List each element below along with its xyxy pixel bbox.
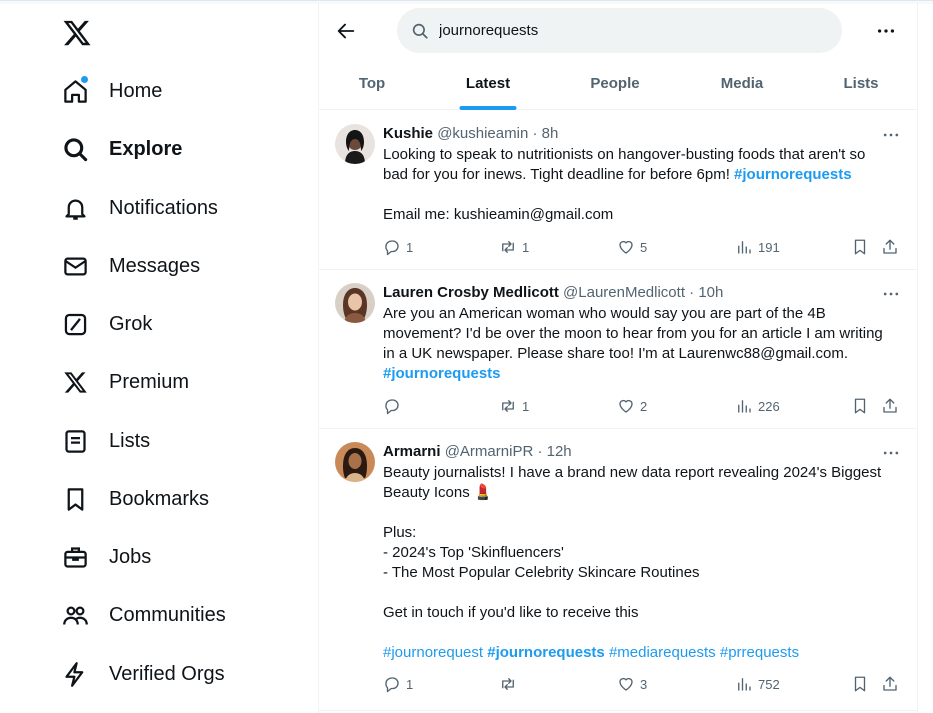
sidebar-item-label: Verified Orgs bbox=[109, 662, 225, 685]
views-button[interactable] bbox=[735, 238, 780, 256]
reply-icon bbox=[383, 397, 401, 415]
repost-count: 1 bbox=[522, 239, 530, 255]
heart-icon bbox=[617, 238, 635, 256]
tweet-line: Are you an American woman who would say you are part of the 4B bbox=[383, 305, 826, 322]
tweet-line: Beauty journalists! I have a brand new data report revealing 2024's Biggest bbox=[383, 464, 882, 481]
reply-count: 1 bbox=[406, 239, 414, 255]
blank-line bbox=[383, 185, 903, 205]
tweet[interactable] bbox=[319, 270, 917, 429]
share-button[interactable] bbox=[881, 238, 899, 256]
sidebar-item-label: Lists bbox=[109, 429, 151, 452]
reply-button[interactable] bbox=[383, 675, 413, 693]
reply-count: 1 bbox=[406, 676, 414, 692]
like-count: 5 bbox=[640, 239, 648, 255]
blank-line bbox=[383, 583, 903, 603]
blank-line bbox=[383, 623, 903, 643]
tab-latest[interactable] bbox=[425, 62, 551, 110]
tweet-line bbox=[383, 165, 903, 185]
main-column bbox=[318, 0, 918, 713]
search-tabs bbox=[319, 62, 917, 110]
tweet-line: Email me: kushieamin@gmail.com bbox=[383, 206, 614, 223]
tweet-line-text: bad for you for inews. Tight deadline for before 6pm! bbox=[383, 166, 735, 183]
timestamp[interactable]: 10h bbox=[698, 284, 724, 301]
tweet-text bbox=[383, 145, 903, 225]
back-arrow-icon[interactable] bbox=[335, 20, 357, 42]
sidebar-item-label: Premium bbox=[109, 370, 190, 393]
sidebar-item-label: Bookmarks bbox=[109, 487, 210, 510]
notification-dot bbox=[81, 76, 88, 83]
repost-button[interactable] bbox=[499, 238, 529, 256]
tweet-text bbox=[383, 304, 903, 384]
sidebar-item-label: Notifications bbox=[109, 196, 218, 219]
tweet-actions bbox=[383, 397, 911, 417]
sidebar-item-explore[interactable] bbox=[60, 129, 182, 169]
sidebar-nav bbox=[0, 0, 318, 713]
tweet-line bbox=[383, 643, 903, 663]
author-name[interactable]: Lauren Crosby Medlicott bbox=[383, 284, 559, 301]
view-count: 191 bbox=[758, 239, 780, 255]
tweet-line: Looking to speak to nutritionists on hangover-busting foods that aren't so bbox=[383, 146, 866, 163]
tweet-line: - The Most Popular Celebrity Skincare Routines bbox=[383, 564, 700, 581]
hashtag-link[interactable]: #journorequests bbox=[383, 365, 501, 382]
author-name[interactable]: Armarni bbox=[383, 443, 441, 460]
lightning-icon bbox=[60, 659, 90, 689]
search-box[interactable] bbox=[397, 8, 842, 53]
tab-label: Top bbox=[358, 75, 386, 92]
sidebar-item-messages[interactable] bbox=[60, 246, 200, 286]
tab-label: Lists bbox=[843, 75, 879, 92]
view-count: 752 bbox=[758, 676, 780, 692]
tweet-header bbox=[383, 124, 558, 144]
search-icon bbox=[411, 22, 429, 40]
heart-icon bbox=[617, 675, 635, 693]
home-icon bbox=[60, 76, 90, 106]
sidebar-item-verified-orgs[interactable] bbox=[60, 654, 225, 694]
timestamp[interactable]: 12h bbox=[546, 443, 572, 460]
avatar[interactable] bbox=[335, 442, 375, 482]
reply-button[interactable] bbox=[383, 397, 406, 415]
tweet-line: Beauty Icons 💄 bbox=[383, 484, 493, 501]
reply-icon bbox=[383, 238, 401, 256]
x-premium-icon bbox=[60, 367, 90, 397]
sidebar-item-label: Jobs bbox=[109, 545, 152, 568]
share-icon bbox=[881, 397, 899, 415]
repost-icon bbox=[499, 238, 517, 256]
tweet-text bbox=[383, 463, 903, 663]
bell-icon bbox=[60, 193, 90, 223]
sidebar-item-premium[interactable] bbox=[60, 362, 189, 402]
repost-button[interactable] bbox=[499, 675, 522, 693]
tab-people[interactable] bbox=[551, 62, 679, 110]
heart-icon bbox=[617, 397, 635, 415]
repost-button[interactable] bbox=[499, 397, 529, 415]
tweet[interactable] bbox=[319, 111, 917, 270]
tweet-header bbox=[383, 442, 572, 462]
hashtag-link[interactable]: #journorequests bbox=[487, 644, 605, 661]
like-button[interactable] bbox=[617, 238, 647, 256]
views-button[interactable] bbox=[735, 397, 780, 415]
hashtag-link[interactable]: #mediarequests bbox=[608, 644, 716, 661]
tweet-line: in a UK newspaper. Please share too! I'm at Laurenwc88@gmail.com. bbox=[383, 345, 848, 362]
share-icon bbox=[881, 675, 899, 693]
author-handle[interactable]: @kushieamin bbox=[437, 125, 529, 142]
more-icon[interactable] bbox=[881, 284, 901, 304]
like-button[interactable] bbox=[617, 397, 647, 415]
views-button[interactable] bbox=[735, 675, 780, 693]
bookmark-icon bbox=[851, 397, 869, 415]
sidebar-item-grok[interactable] bbox=[60, 304, 152, 344]
reply-button[interactable] bbox=[383, 238, 413, 256]
repost-icon bbox=[499, 675, 517, 693]
sidebar-item-label: Explore bbox=[109, 137, 183, 160]
tweet-line: Plus: bbox=[383, 524, 417, 541]
more-icon[interactable] bbox=[881, 125, 901, 145]
sidebar-item-home[interactable] bbox=[60, 71, 162, 111]
avatar[interactable] bbox=[335, 283, 375, 323]
sidebar-item-lists[interactable] bbox=[60, 421, 150, 461]
tab-lists[interactable] bbox=[805, 62, 917, 110]
search-header bbox=[319, 0, 917, 110]
hashtag-link[interactable]: #prrequests bbox=[719, 644, 800, 661]
tweet-line: movement? I'd be over the moon to hear from you for an article I am writing bbox=[383, 325, 883, 342]
bookmark-icon bbox=[851, 238, 869, 256]
list-icon bbox=[60, 426, 90, 456]
tweet-line bbox=[383, 364, 903, 384]
tweet-actions bbox=[383, 675, 911, 695]
separator: · bbox=[532, 125, 538, 142]
sidebar-item-jobs[interactable] bbox=[60, 537, 151, 577]
bookmark-icon bbox=[851, 675, 869, 693]
search-icon bbox=[60, 134, 90, 164]
share-button[interactable] bbox=[881, 397, 899, 415]
active-tab-indicator bbox=[460, 106, 517, 110]
tweet-line: - 2024's Top 'Skinfluencers' bbox=[383, 544, 564, 561]
like-button[interactable] bbox=[617, 675, 647, 693]
blank-line bbox=[383, 503, 903, 523]
sidebar-item-bookmarks[interactable] bbox=[60, 479, 209, 519]
author-handle[interactable]: @LaurenMedlicott bbox=[563, 284, 685, 301]
tweet-actions bbox=[383, 238, 911, 258]
like-count: 2 bbox=[640, 398, 648, 414]
view-count: 226 bbox=[758, 398, 780, 414]
tab-label: Media bbox=[720, 75, 764, 92]
bookmark-button[interactable] bbox=[851, 675, 869, 693]
sidebar-item-label: Grok bbox=[109, 312, 153, 335]
tab-top[interactable] bbox=[319, 62, 425, 110]
share-icon bbox=[881, 238, 899, 256]
search-input[interactable] bbox=[439, 22, 819, 39]
tab-media[interactable] bbox=[679, 62, 805, 110]
hashtag-link[interactable]: #journorequests bbox=[734, 166, 852, 183]
separator: · bbox=[537, 443, 543, 460]
repost-count: 1 bbox=[522, 398, 530, 414]
sidebar-item-label: Home bbox=[109, 79, 163, 102]
hashtag-link[interactable]: #journorequest bbox=[383, 644, 484, 661]
bookmark-button[interactable] bbox=[851, 238, 869, 256]
like-count: 3 bbox=[640, 676, 648, 692]
author-name[interactable]: Kushie bbox=[383, 125, 434, 142]
tweet[interactable] bbox=[319, 429, 917, 711]
bookmark-button[interactable] bbox=[851, 397, 869, 415]
sidebar-item-communities[interactable] bbox=[60, 595, 226, 635]
tweet-header bbox=[383, 283, 723, 303]
tweet-line: Get in touch if you'd like to receive this bbox=[383, 604, 639, 621]
reply-icon bbox=[383, 675, 401, 693]
tab-label: Latest bbox=[465, 75, 511, 92]
sidebar-item-notifications[interactable] bbox=[60, 188, 218, 228]
grok-icon bbox=[60, 309, 90, 339]
share-button[interactable] bbox=[881, 675, 899, 693]
views-icon bbox=[735, 675, 753, 693]
more-icon[interactable] bbox=[881, 443, 901, 463]
sidebar-item-label: Messages bbox=[109, 254, 201, 277]
briefcase-icon bbox=[60, 542, 90, 572]
x-logo-icon[interactable] bbox=[62, 18, 92, 48]
sidebar-item-label: Communities bbox=[109, 603, 226, 626]
communities-icon bbox=[60, 600, 90, 630]
views-icon bbox=[735, 397, 753, 415]
bookmark-icon bbox=[60, 484, 90, 514]
more-options-icon[interactable] bbox=[875, 20, 899, 42]
author-handle[interactable]: @ArmarniPR bbox=[444, 443, 534, 460]
tab-label: People bbox=[590, 75, 640, 92]
separator: · bbox=[689, 284, 695, 301]
avatar[interactable] bbox=[335, 124, 375, 164]
repost-icon bbox=[499, 397, 517, 415]
envelope-icon bbox=[60, 251, 90, 281]
views-icon bbox=[735, 238, 753, 256]
timestamp[interactable]: 8h bbox=[541, 125, 559, 142]
